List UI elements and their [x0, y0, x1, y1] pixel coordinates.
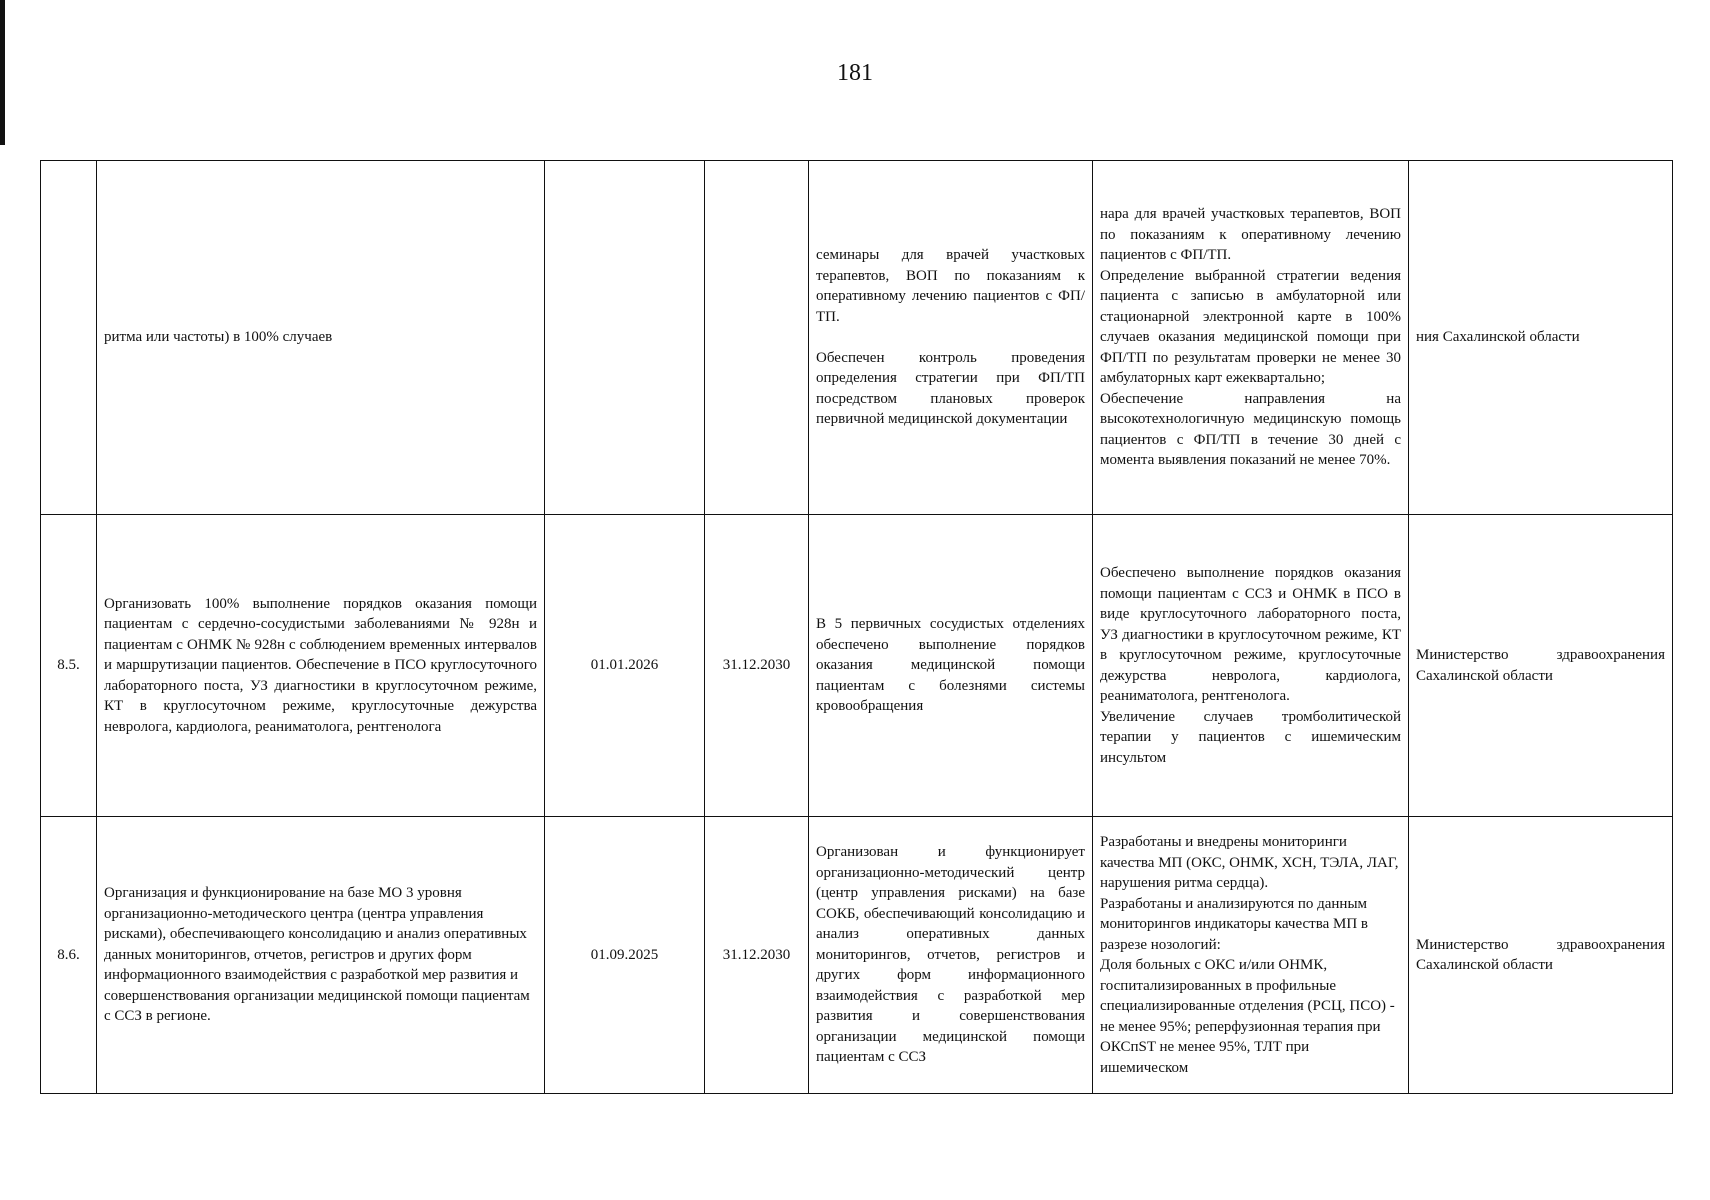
- responsible-cell: Министерство здравоохранения Сахалинской области: [1409, 515, 1673, 817]
- end-date-cell: 31.12.2030: [705, 515, 809, 817]
- start-date-cell: [545, 161, 705, 515]
- row-number: [41, 161, 97, 515]
- result-cell: Организован и функционирует организационно-методический центр (центр управления рисками) на базе СОКБ, обеспечивающий консолидацию и анализ оперативных данных мониторингов, отчетов, регистров и других форм информационного взаимодействия с разработкой мер развития и совершенствования организации медицинской помощи пациентам с ССЗ: [809, 817, 1093, 1094]
- table-row: [41, 161, 1673, 515]
- indicator-cell: Разработаны и внедрены мониторинги качества МП (ОКС, ОНМК, ХСН, ТЭЛА, ЛАГ, нарушения ритма сердца). Разработаны и анализируются по данным мониторингов индикаторы качества МП в разрезе нозологий: Доля больных с ОКС и/или ОНМК, госпитализированных в профильные специализированные отделения (РСЦ, ПСО) - не менее 95%; реперфузионная терапия при ОКСпST не менее 95%, ТЛТ при ишемическом: [1093, 817, 1409, 1094]
- result-cell: В 5 первичных сосудистых отделениях обеспечено выполнение порядков оказания медицинской помощи пациентам с болезнями системы кровообращения: [809, 515, 1093, 817]
- row-number: 8.5.: [41, 515, 97, 817]
- measures-table: [40, 160, 1673, 1094]
- row-number: 8.6.: [41, 817, 97, 1094]
- task-cell: Организовать 100% выполнение порядков оказания помощи пациентам с сердечно-сосудистыми заболеваниями № 928н и пациентам с ОНМК № 928н с соблюдением временных интервалов и маршрутизации пациентов. Обеспечение в ПСО круглосуточного лабораторного поста, УЗ диагностики в круглосуточном режиме, КТ в круглосуточном режиме, круглосуточные дежурства невролога, кардиолога, реаниматолога, рентгенолога: [97, 515, 545, 817]
- end-date-cell: [705, 161, 809, 515]
- task-cell: ритма или частоты) в 100% случаев: [97, 161, 545, 515]
- indicator-cell: Обеспечено выполнение порядков оказания помощи пациентам с ССЗ и ОНМК в ПСО в виде круглосуточного лабораторного поста, УЗ диагностики в круглосуточном режиме, КТ в круглосуточном режиме, круглосуточные дежурства невролога, кардиолога, реаниматолога, рентгенолога. Увеличение случаев тромболитической терапии у пациентов с ишемическим инсультом: [1093, 515, 1409, 817]
- indicator-cell: нара для врачей участковых терапевтов, ВОП по показаниям к оперативному лечению пациентов с ФП/ТП. Определение выбранной стратегии ведения пациента с записью в амбулаторной или стационарной электронной карте в 100% случаев оказания медицинской помощи при ФП/ТП по результатам проверки не менее 30 амбулаторных карт ежеквартально; Обеспечение направления на высокотехнологичную медицинскую помощь пациентов с ФП/ТП в течение 30 дней с момента выявления показаний не менее 70%.: [1093, 161, 1409, 515]
- start-date-cell: 01.09.2025: [545, 817, 705, 1094]
- responsible-cell: ния Сахалинской области: [1409, 161, 1673, 515]
- page-number: 181: [837, 60, 873, 86]
- result-cell: семинары для врачей участковых терапевтов, ВОП по показаниям к оперативному лечению пациентов с ФП/ТП. Обеспечен контроль проведения определения стратегии при ФП/ТП посредством плановых проверок первичной медицинской документации: [809, 161, 1093, 515]
- start-date-cell: 01.01.2026: [545, 515, 705, 817]
- responsible-cell: Министерство здравоохранения Сахалинской области: [1409, 817, 1673, 1094]
- table-row: [41, 515, 1673, 817]
- end-date-cell: 31.12.2030: [705, 817, 809, 1094]
- table-row: [41, 817, 1673, 1094]
- task-cell: Организация и функционирование на базе МО 3 уровня организационно-методического центра (центра управления рисками), обеспечивающего консолидацию и анализ оперативных данных мониторингов, отчетов, регистров и других форм информационного взаимодействия с разработкой мер развития и совершенствования организации медицинской помощи пациентам с ССЗ в регионе.: [97, 817, 545, 1094]
